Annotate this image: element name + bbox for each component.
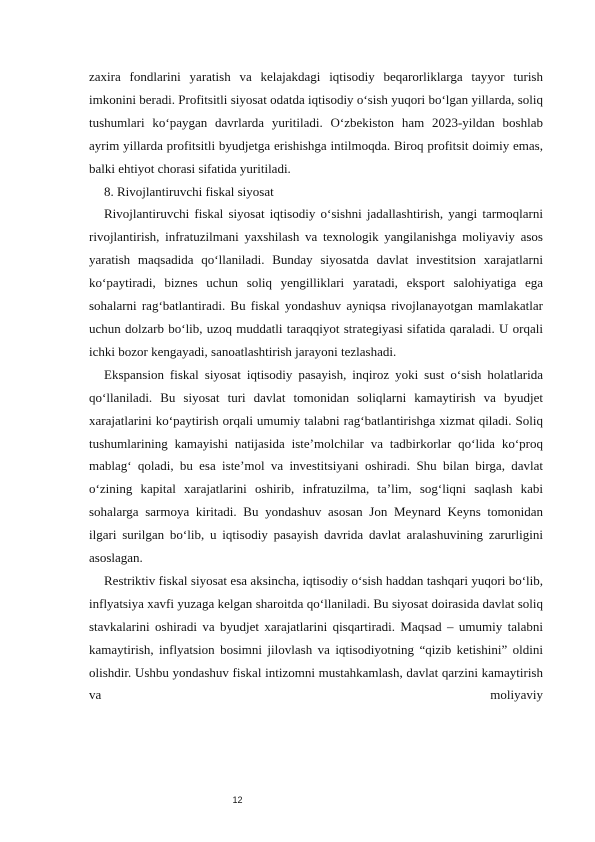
section-heading-rivojlantiruvchi: 8. Rivojlantiruvchi fiskal siyosat: [104, 183, 274, 199]
paragraph-rivojlantiruvchi: Rivojlantiruvchi fiskal siyosat iqtisodiy o‘sishni jadallashtirish, yangi tarmoqlarni rivojlantirish, infratuzilmani yaxshilash va texnologik yangilanishga moliyaviy asos yaratish maqsadida qo‘llaniladi. Bunday siyosatda davlat investitsion xarajatlarni ko‘paytiradi, biznes uchun soliq yengilliklari yaratadi, eksport salohiyatiga ega sohalarni rag‘batlantiradi. Bu fiskal yondashuv ayniqsa rivojlanayotgan mamlakatlar uchun dolzarb bo‘lib, uzoq muddatli taraqqiyot strategiyasi sifatida qaraladi. U orqali ichki bozor kengayadi, sanoatlashtirish jarayoni tezlashadi.: [89, 206, 543, 359]
paragraph-restriktiv: Restriktiv fiskal siyosat esa aksincha, iqtisodiy o‘sish haddan tashqari yuqori bo‘lib, inflyatsiya xavfi yuzaga kelgan sharoitda qo‘llaniladi. Bu siyosat doirasida davlat soliq stavkalarini oshiradi va byudjet xarajatlarini qisqartiradi. Maqsad – umumiy talabni kamaytirish, inflyatsion bosimni jilovlash va iqtisodiyotning “qizib ketishini” oldini olishdir. Ushbu yondashuv fiskal intizomni mustahkamlash, davlat qarzini kamaytirish va moliyaviy: [89, 572, 543, 703]
body-text: [89, 66, 543, 707]
page-number: 12: [232, 795, 243, 805]
paragraph-profitsit-continuation: zaxira fondlarini yaratish va kelajakdagi iqtisodiy beqarorliklarga tayyor turish imkonini beradi. Profitsitli siyosat odatda iqtisodiy o‘sish yuqori bo‘lgan yillarda, soliq tushumlari ko‘paygan davrlarda yuritiladi. O‘zbekiston ham 2023-yildan boshlab ayrim yillarda profitsitli byudjetga erishishga intilmoqda. Biroq profitsit doimiy emas, balki ehtiyot chorasi sifatida yuritiladi.: [89, 69, 543, 176]
paragraph-ekspansion: Ekspansion fiskal siyosat iqtisodiy pasayish, inqiroz yoki sust o‘sish holatlarida qo‘llaniladi. Bu siyosat turi davlat tomonidan soliqlarni kamaytirish va byudjet xarajatlarini ko‘paytirish orqali umumiy talabni rag‘batlantirishga xizmat qiladi. Soliq tushumlarining kamayishi natijasida iste’molchilar va tadbirkorlar qo‘lida ko‘proq mablag‘ qoladi, bu esa iste’mol va investitsiyani oshiradi. Shu bilan birga, davlat o‘zining kapital xarajatlarini oshirib, infratuzilma, ta’lim, sog‘liqni saqlash kabi sohalarga sarmoya kiritadi. Bu yondashuv asosan Jon Meynard Keyns tomonidan ilgari surilgan bo‘lib, u iqtisodiy pasayish davrida davlat aralashuvining zarurligini asoslagan.: [89, 366, 543, 566]
